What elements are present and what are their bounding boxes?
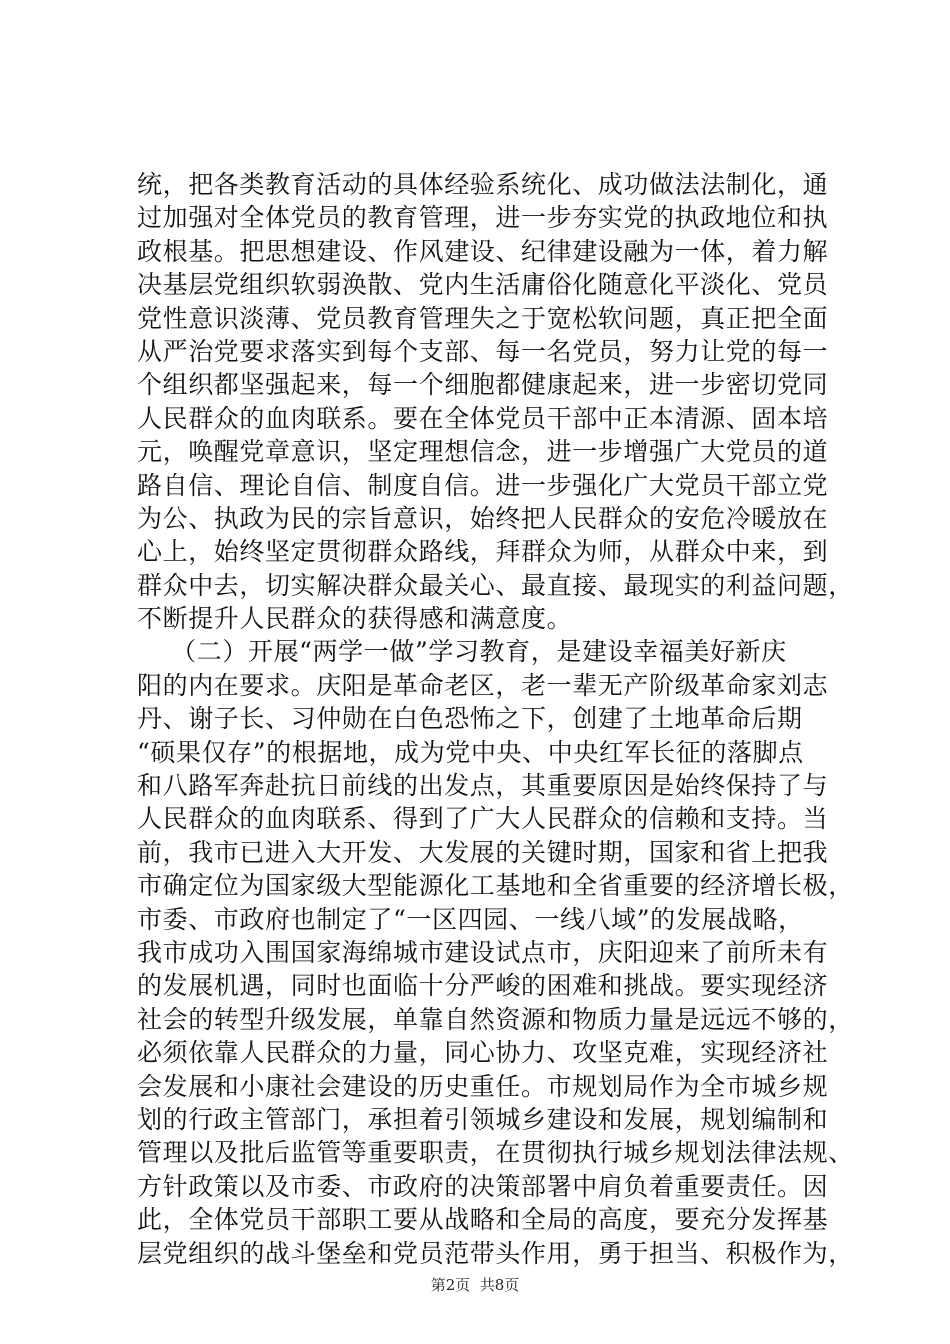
text-line: 为公、执政为民的宗旨意识，始终把人民群众的安危冷暖放在 — [137, 503, 829, 533]
text-line: “硕果仅存”的根据地，成为党中央、中央红军长征的落脚点 — [137, 737, 804, 767]
text-line: 个组织都坚强起来，每一个细胞都健康起来，进一步密切党同 — [137, 370, 829, 400]
text-line: 元，唤醒党章意识，坚定理想信念，进一步增强广大党员的道 — [137, 437, 829, 467]
text-line: 层党组织的战斗堡垒和党员范带头作用，勇于担当、积极作为， — [137, 1238, 854, 1268]
text-line: 决基层党组织软弱涣散、党内生活庸俗化随意化平淡化、党员 — [137, 270, 829, 300]
text-line: 党性意识淡薄、党员教育管理失之于宽松软问题，真正把全面 — [137, 303, 829, 333]
text-line: 此，全体党员干部职工要从战略和全局的高度，要充分发挥基 — [137, 1205, 829, 1235]
text-line: 不断提升人民群众的获得感和满意度。 — [137, 604, 573, 634]
page-footer — [0, 1275, 950, 1295]
page-number: 第2页 共8页 — [430, 1276, 520, 1294]
paragraph-1 — [137, 168, 854, 635]
text-line: 和八路军奔赴抗日前线的出发点，其重要原因是始终保持了与 — [137, 771, 829, 801]
text-line: （二）开展“两学一做”学习教育，是建设幸福美好新庆 — [137, 637, 787, 667]
text-line: 必须依靠人民群众的力量，同心协力、攻坚克难，实现经济社 — [137, 1038, 829, 1068]
text-line: 社会的转型升级发展，单靠自然资源和物质力量是远远不够的， — [137, 1004, 854, 1034]
body-text — [137, 168, 854, 1270]
text-line: 市委、市政府也制定了“一区四园、一线八域”的发展战略， — [137, 904, 804, 934]
paragraph-2 — [137, 635, 854, 1269]
text-line: 过加强对全体党员的教育管理，进一步夯实党的执政地位和执 — [137, 203, 829, 233]
text-line: 的发展机遇，同时也面临十分严峻的困难和挑战。要实现经济 — [137, 971, 829, 1001]
text-line: 我市成功入围国家海绵城市建设试点市，庆阳迎来了前所未有 — [137, 937, 829, 967]
text-line: 人民群众的血肉联系。要在全体党员干部中正本清源、固本培 — [137, 403, 829, 433]
text-line: 心上，始终坚定贯彻群众路线，拜群众为师，从群众中来，到 — [137, 537, 829, 567]
text-line: 市确定位为国家级大型能源化工基地和全省重要的经济增长极， — [137, 871, 854, 901]
text-line: 统，把各类教育活动的具体经验系统化、成功做法法制化，通 — [137, 170, 829, 199]
text-line: 管理以及批后监管等重要职责，在贯彻执行城乡规划法律法规、 — [137, 1138, 854, 1168]
text-line: 人民群众的血肉联系、得到了广大人民群众的信赖和支持。当 — [137, 804, 829, 834]
text-line: 前，我市已进入大开发、大发展的关键时期，国家和省上把我 — [137, 837, 829, 867]
text-line: 丹、谢子长、习仲勋在白色恐怖之下，创建了土地革命后期 — [137, 704, 803, 734]
text-line: 阳的内在要求。庆阳是革命老区，老一辈无产阶级革命家刘志 — [137, 670, 829, 700]
text-line: 从严治党要求落实到每个支部、每一名党员，努力让党的每一 — [137, 336, 829, 366]
text-line: 方针政策以及市委、市政府的决策部署中肩负着重要责任。因 — [137, 1171, 829, 1201]
text-line: 政根基。把思想建设、作风建设、纪律建设融为一体，着力解 — [137, 236, 829, 266]
text-line: 会发展和小康社会建设的历史重任。市规划局作为全市城乡规 — [137, 1071, 829, 1101]
text-line: 划的行政主管部门，承担着引领城乡建设和发展，规划编制和 — [137, 1104, 829, 1134]
text-line: 群众中去，切实解决群众最关心、最直接、最现实的利益问题， — [137, 570, 854, 600]
text-line: 路自信、理论自信、制度自信。进一步强化广大党员干部立党 — [137, 470, 829, 500]
